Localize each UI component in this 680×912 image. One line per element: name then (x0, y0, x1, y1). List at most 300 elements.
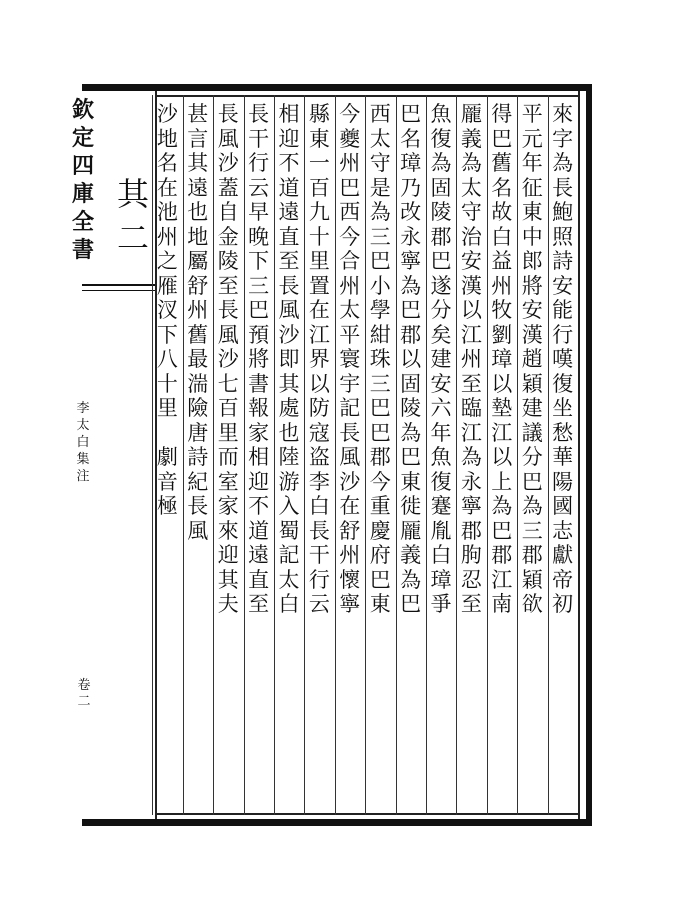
glyph: 中 (521, 224, 543, 249)
glyph: 屬 (187, 249, 209, 273)
glyph: 地 (156, 126, 178, 151)
glyph: 分 (430, 298, 452, 322)
glyph: 南 (491, 592, 513, 616)
glyph: 之 (156, 249, 178, 273)
glyph: 郡 (400, 322, 422, 347)
glyph: 以 (491, 445, 513, 469)
glyph: 至 (460, 592, 482, 616)
glyph: 能 (552, 298, 574, 322)
column-rule (365, 95, 366, 815)
glyph: 遠 (187, 175, 209, 200)
glyph: 徙 (400, 494, 422, 518)
glyph: 紺 (369, 322, 391, 347)
glyph: 縣 (308, 102, 330, 126)
glyph: 報 (248, 396, 270, 420)
glyph: 來 (217, 518, 239, 543)
glyph: 長 (552, 175, 574, 200)
text-column (154, 102, 180, 519)
glyph: 至 (217, 273, 239, 298)
glyph: 詩 (552, 249, 574, 273)
glyph: 迎 (278, 126, 300, 151)
glyph: 郡 (521, 543, 543, 567)
glyph: 不 (248, 494, 270, 518)
glyph: 西 (369, 102, 391, 126)
glyph: 游 (278, 469, 300, 494)
book-side-title (74, 400, 92, 485)
glyph: 入 (278, 494, 300, 518)
glyph: 直 (278, 224, 300, 249)
glyph: 乃 (400, 175, 422, 200)
glyph: 干 (248, 126, 270, 151)
glyph: 珠 (369, 347, 391, 371)
glyph: 今 (339, 224, 361, 249)
glyph: 直 (248, 567, 270, 592)
glyph: 巴 (339, 175, 361, 200)
glyph: 矣 (430, 322, 452, 347)
glyph: 鮑 (552, 200, 574, 224)
glyph: 七 (217, 371, 239, 396)
glyph: 最 (187, 347, 209, 371)
glyph: 以 (491, 371, 513, 396)
glyph: 風 (187, 518, 209, 543)
glyph: 里 (217, 420, 239, 445)
glyph: 下 (156, 322, 178, 347)
glyph: 行 (308, 567, 330, 592)
glyph: 風 (339, 445, 361, 469)
glyph: 八 (156, 347, 178, 371)
column-rule (517, 95, 518, 815)
glyph: 江 (460, 420, 482, 445)
glyph: 遠 (248, 543, 270, 567)
glyph: 風 (217, 322, 239, 347)
glyph: 巴 (369, 249, 391, 273)
glyph: 白 (491, 224, 513, 249)
glyph: 慶 (369, 518, 391, 543)
glyph: 陵 (400, 396, 422, 420)
glyph: 沙 (217, 347, 239, 371)
glyph: 百 (308, 175, 330, 200)
glyph: 為 (369, 200, 391, 224)
glyph: 書 (248, 371, 270, 396)
glyph: 李 (76, 401, 90, 416)
glyph: 巴 (400, 298, 422, 322)
glyph: 安 (460, 249, 482, 273)
text-column (367, 102, 393, 617)
glyph: 得 (491, 102, 513, 126)
glyph: 巴 (491, 126, 513, 151)
glyph: 志 (552, 518, 574, 543)
glyph: 宇 (339, 371, 361, 396)
glyph: 處 (278, 396, 300, 420)
glyph: 龎 (460, 102, 482, 126)
glyph: 益 (491, 249, 513, 273)
glyph: 庫 (71, 181, 94, 207)
glyph: 舒 (339, 518, 361, 543)
column-rule (548, 95, 549, 815)
glyph: 字 (552, 126, 574, 151)
column-rule (426, 95, 427, 815)
glyph: 長 (217, 102, 239, 126)
glyph: 漢 (460, 273, 482, 298)
glyph: 復 (430, 126, 452, 151)
glyph: 太 (339, 298, 361, 322)
glyph: 朐 (460, 543, 482, 567)
glyph: 下 (248, 249, 270, 273)
glyph: 六 (430, 396, 452, 420)
glyph: 道 (248, 518, 270, 543)
glyph: 永 (460, 469, 482, 494)
glyph: 魚 (430, 102, 452, 126)
glyph: 愁 (552, 420, 574, 445)
glyph: 白 (430, 543, 452, 567)
text-column (458, 102, 484, 617)
glyph: 在 (308, 298, 330, 322)
glyph: 華 (552, 445, 574, 469)
glyph: 寰 (339, 347, 361, 371)
glyph: 初 (552, 592, 574, 616)
glyph: 穎 (521, 567, 543, 592)
glyph: 白 (278, 592, 300, 616)
glyph: 巴 (400, 445, 422, 469)
glyph: 長 (248, 102, 270, 126)
glyph: 東 (369, 592, 391, 616)
glyph: 東 (521, 200, 543, 224)
inner-right-border (578, 91, 580, 819)
glyph: 征 (521, 175, 543, 200)
glyph: 漢 (521, 322, 543, 347)
glyph: 州 (339, 543, 361, 567)
glyph: 遠 (278, 200, 300, 224)
glyph: 干 (308, 543, 330, 567)
glyph: 遂 (430, 273, 452, 298)
glyph: 將 (521, 273, 543, 298)
glyph: 蹇 (430, 494, 452, 518)
glyph: 池 (156, 200, 178, 224)
text-column (519, 102, 545, 617)
glyph: 早 (248, 200, 270, 224)
glyph: 義 (460, 126, 482, 151)
glyph: 雁 (156, 273, 178, 298)
glyph: 以 (460, 298, 482, 322)
glyph: 義 (400, 543, 422, 567)
glyph (154, 421, 180, 446)
glyph: 守 (460, 200, 482, 224)
glyph: 趙 (521, 347, 543, 371)
glyph: 穎 (521, 371, 543, 396)
glyph: 三 (248, 273, 270, 298)
glyph: 相 (248, 445, 270, 469)
glyph: 名 (491, 175, 513, 200)
glyph: 長 (187, 494, 209, 518)
glyph: 三 (521, 518, 543, 543)
glyph: 國 (552, 494, 574, 518)
glyph: 改 (400, 200, 422, 224)
text-column (185, 102, 211, 543)
margin-band-line (82, 284, 155, 286)
glyph: 郎 (521, 249, 543, 273)
glyph: 云 (248, 175, 270, 200)
glyph: 其 (116, 175, 149, 213)
glyph: 建 (430, 347, 452, 371)
glyph: 為 (491, 494, 513, 518)
glyph: 以 (400, 347, 422, 371)
glyph: 牧 (491, 298, 513, 322)
glyph: 里 (308, 249, 330, 273)
glyph: 紀 (187, 469, 209, 494)
glyph: 今 (369, 469, 391, 494)
glyph: 汊 (156, 298, 178, 322)
glyph: 險 (187, 396, 209, 420)
glyph: 元 (521, 126, 543, 151)
glyph: 郡 (369, 445, 391, 469)
glyph: 來 (552, 102, 574, 126)
glyph: 建 (521, 396, 543, 420)
glyph: 二 (116, 219, 149, 257)
glyph: 為 (552, 151, 574, 175)
glyph: 極 (156, 494, 178, 518)
glyph: 家 (217, 494, 239, 518)
glyph: 府 (369, 543, 391, 567)
glyph: 陵 (217, 249, 239, 273)
glyph: 州 (339, 151, 361, 175)
glyph: 音 (156, 469, 178, 494)
text-column (550, 102, 576, 617)
glyph: 胤 (430, 518, 452, 543)
glyph: 分 (521, 445, 543, 469)
glyph: 州 (156, 224, 178, 249)
glyph: 為 (430, 151, 452, 175)
glyph: 三 (369, 371, 391, 396)
glyph: 三 (369, 224, 391, 249)
glyph: 劇 (156, 445, 178, 469)
glyph: 在 (339, 494, 361, 518)
glyph: 安 (521, 298, 543, 322)
glyph: 蓋 (217, 175, 239, 200)
glyph: 迎 (248, 469, 270, 494)
glyph: 集 (76, 452, 90, 467)
glyph: 長 (217, 298, 239, 322)
glyph: 治 (460, 224, 482, 249)
glyph: 長 (278, 273, 300, 298)
glyph: 郡 (460, 518, 482, 543)
glyph: 地 (187, 224, 209, 249)
glyph: 名 (156, 151, 178, 175)
glyph: 復 (430, 469, 452, 494)
glyph: 至 (460, 371, 482, 396)
column-rule (396, 95, 397, 815)
glyph: 為 (460, 151, 482, 175)
column-rule (335, 95, 336, 815)
glyph: 安 (430, 371, 452, 396)
inner-top-border (155, 95, 579, 97)
glyph: 太 (76, 418, 90, 433)
glyph: 全 (71, 209, 94, 235)
glyph: 西 (339, 200, 361, 224)
glyph: 十 (308, 224, 330, 249)
glyph: 沙 (156, 102, 178, 126)
glyph: 行 (248, 151, 270, 175)
glyph: 嘆 (552, 347, 574, 371)
inner-bottom-border (155, 813, 579, 815)
glyph: 言 (187, 126, 209, 151)
text-column (306, 102, 332, 617)
glyph: 太 (460, 175, 482, 200)
glyph: 懷 (339, 567, 361, 592)
glyph: 行 (552, 322, 574, 347)
glyph: 沙 (339, 469, 361, 494)
glyph: 龎 (400, 518, 422, 543)
glyph: 重 (369, 494, 391, 518)
glyph: 置 (308, 273, 330, 298)
column-rule (213, 95, 214, 815)
margin-band-line-thin (82, 290, 155, 291)
glyph: 陸 (278, 445, 300, 469)
glyph: 巴 (521, 469, 543, 494)
glyph: 江 (308, 322, 330, 347)
glyph: 盗 (308, 445, 330, 469)
glyph: 永 (400, 224, 422, 249)
glyph: 蜀 (278, 518, 300, 543)
glyph: 為 (460, 445, 482, 469)
glyph: 其 (187, 151, 209, 175)
glyph: 而 (217, 445, 239, 469)
glyph: 里 (156, 396, 178, 420)
frame-bottom-border (82, 819, 592, 826)
glyph: 詩 (187, 445, 209, 469)
glyph: 湍 (187, 371, 209, 396)
glyph: 在 (156, 175, 178, 200)
glyph: 金 (217, 224, 239, 249)
glyph: 臨 (460, 396, 482, 420)
glyph: 太 (278, 567, 300, 592)
glyph: 風 (278, 298, 300, 322)
glyph: 璋 (430, 567, 452, 592)
glyph: 州 (187, 298, 209, 322)
glyph: 室 (217, 469, 239, 494)
glyph: 江 (460, 322, 482, 347)
glyph: 小 (369, 273, 391, 298)
glyph: 至 (278, 249, 300, 273)
glyph: 忍 (460, 567, 482, 592)
glyph: 璋 (400, 151, 422, 175)
glyph: 巴 (248, 298, 270, 322)
glyph: 道 (278, 175, 300, 200)
glyph: 江 (491, 420, 513, 445)
glyph: 記 (278, 543, 300, 567)
glyph: 至 (248, 592, 270, 616)
folio-number (75, 678, 93, 710)
glyph: 以 (308, 371, 330, 396)
glyph: 舊 (187, 322, 209, 347)
column-rule (487, 95, 488, 815)
glyph: 一 (308, 151, 330, 175)
glyph: 為 (521, 494, 543, 518)
glyph: 帝 (552, 567, 574, 592)
glyph: 獻 (552, 543, 574, 567)
glyph: 巴 (369, 567, 391, 592)
glyph: 舊 (491, 151, 513, 175)
glyph: 平 (521, 102, 543, 126)
glyph: 巴 (400, 592, 422, 616)
text-column (428, 102, 454, 617)
glyph: 記 (339, 396, 361, 420)
glyph: 照 (552, 224, 574, 249)
glyph: 唐 (187, 420, 209, 445)
glyph: 固 (430, 175, 452, 200)
glyph: 其 (278, 371, 300, 396)
glyph: 東 (400, 469, 422, 494)
glyph: 合 (339, 249, 361, 273)
glyph: 巴 (369, 420, 391, 445)
glyph: 夫 (217, 592, 239, 616)
glyph: 墊 (491, 396, 513, 420)
glyph: 東 (308, 126, 330, 151)
glyph: 風 (217, 126, 239, 151)
glyph: 爭 (430, 592, 452, 616)
glyph: 陵 (430, 200, 452, 224)
glyph: 魚 (430, 445, 452, 469)
glyph: 書 (71, 237, 94, 263)
collection-title (70, 96, 96, 264)
glyph: 白 (76, 435, 90, 450)
glyph: 劉 (491, 322, 513, 347)
glyph: 其 (217, 567, 239, 592)
column-rule (183, 95, 184, 815)
glyph: 陽 (552, 469, 574, 494)
glyph: 故 (491, 200, 513, 224)
glyph: 相 (278, 102, 300, 126)
glyph: 為 (400, 567, 422, 592)
text-column (337, 102, 363, 617)
glyph: 迎 (217, 543, 239, 567)
glyph: 固 (400, 371, 422, 396)
glyph: 二 (77, 694, 91, 709)
glyph: 安 (552, 273, 574, 298)
glyph: 璋 (491, 347, 513, 371)
frame-right-border (586, 84, 592, 826)
glyph: 百 (217, 396, 239, 420)
glyph: 白 (308, 494, 330, 518)
glyph: 沙 (278, 322, 300, 347)
text-column (489, 102, 515, 617)
column-rule (274, 95, 275, 815)
glyph: 上 (491, 469, 513, 494)
glyph: 夔 (339, 126, 361, 151)
glyph: 家 (248, 420, 270, 445)
glyph: 云 (308, 592, 330, 616)
glyph: 界 (308, 347, 330, 371)
glyph: 為 (400, 273, 422, 298)
glyph: 將 (248, 347, 270, 371)
glyph: 欽 (71, 97, 94, 123)
glyph: 郡 (491, 543, 513, 567)
glyph: 沙 (217, 151, 239, 175)
glyph: 巴 (491, 518, 513, 543)
glyph: 平 (339, 322, 361, 347)
glyph: 寇 (308, 420, 330, 445)
glyph: 年 (521, 151, 543, 175)
glyph: 議 (521, 420, 543, 445)
glyph: 九 (308, 200, 330, 224)
glyph: 定 (71, 125, 94, 151)
glyph: 舒 (187, 273, 209, 298)
glyph: 郡 (430, 224, 452, 249)
glyph: 李 (308, 469, 330, 494)
glyph: 自 (217, 200, 239, 224)
glyph: 注 (76, 469, 90, 484)
frame-top-border (82, 84, 592, 91)
glyph: 不 (278, 151, 300, 175)
